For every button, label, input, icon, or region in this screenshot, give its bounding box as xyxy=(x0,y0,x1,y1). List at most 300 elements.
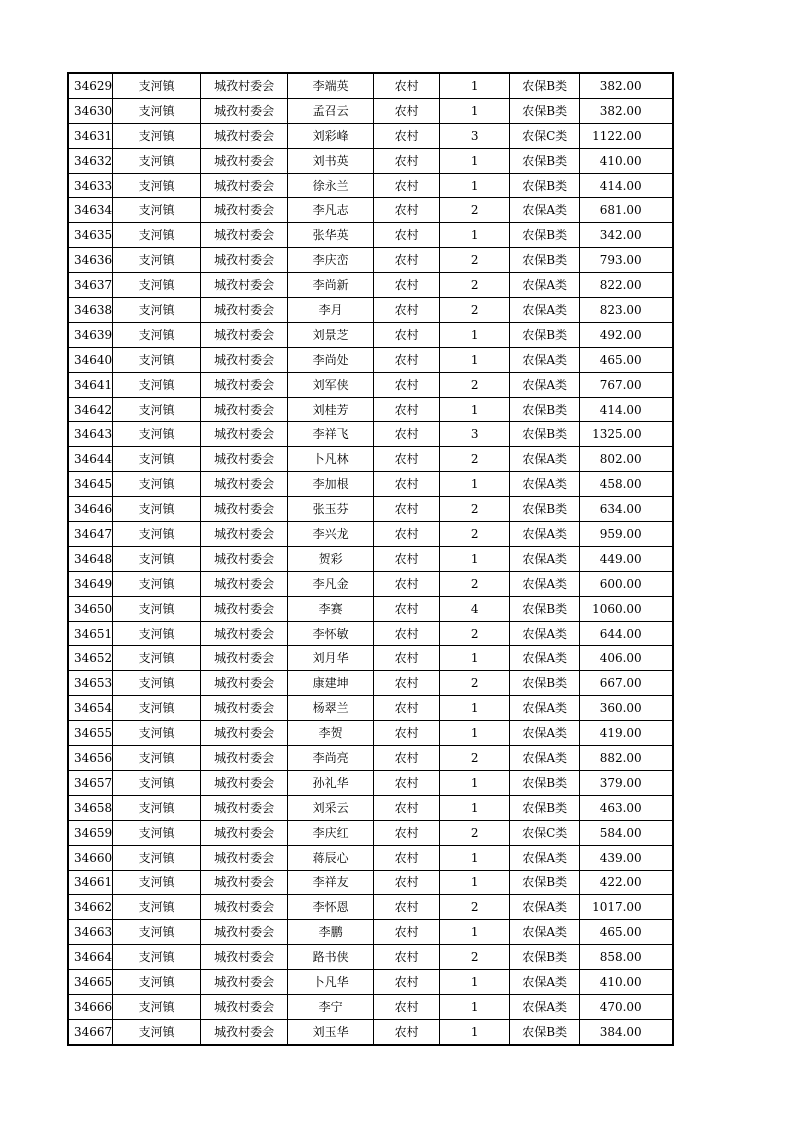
table-row xyxy=(68,422,673,447)
person-name-cell: 李尚新 xyxy=(288,273,374,298)
record-id-cell: 34634 xyxy=(68,198,113,223)
area-type-cell: 农村 xyxy=(374,895,440,920)
insurance-class-cell: 农保A类 xyxy=(510,472,580,497)
person-name-cell: 李宁 xyxy=(288,994,374,1019)
insurance-class-cell: 农保C类 xyxy=(510,820,580,845)
table-row xyxy=(68,671,673,696)
record-id-cell: 34642 xyxy=(68,397,113,422)
table-row xyxy=(68,621,673,646)
area-type-cell: 农村 xyxy=(374,148,440,173)
village-committee-cell: 城孜村委会 xyxy=(201,273,288,298)
record-id-cell: 34661 xyxy=(68,870,113,895)
record-id-cell: 34638 xyxy=(68,298,113,323)
village-committee-cell: 城孜村委会 xyxy=(201,148,288,173)
record-id-cell: 34629 xyxy=(68,73,113,98)
amount-cell: 382.00 xyxy=(580,73,673,98)
insurance-class-cell: 农保B类 xyxy=(510,73,580,98)
village-committee-cell: 城孜村委会 xyxy=(201,845,288,870)
amount-cell: 822.00 xyxy=(580,273,673,298)
amount-cell: 458.00 xyxy=(580,472,673,497)
town-cell: 支河镇 xyxy=(113,945,201,970)
town-cell: 支河镇 xyxy=(113,298,201,323)
town-cell: 支河镇 xyxy=(113,696,201,721)
area-type-cell: 农村 xyxy=(374,422,440,447)
table-row xyxy=(68,73,673,98)
town-cell: 支河镇 xyxy=(113,621,201,646)
table-row xyxy=(68,522,673,547)
insurance-class-cell: 农保A类 xyxy=(510,920,580,945)
village-committee-cell: 城孜村委会 xyxy=(201,994,288,1019)
area-type-cell: 农村 xyxy=(374,198,440,223)
record-id-cell: 34641 xyxy=(68,372,113,397)
person-name-cell: 刘月华 xyxy=(288,646,374,671)
table-row xyxy=(68,1019,673,1044)
amount-cell: 600.00 xyxy=(580,571,673,596)
household-count-cell: 2 xyxy=(440,447,510,472)
town-cell: 支河镇 xyxy=(113,173,201,198)
town-cell: 支河镇 xyxy=(113,98,201,123)
person-name-cell: 刘玉华 xyxy=(288,1019,374,1044)
village-committee-cell: 城孜村委会 xyxy=(201,223,288,248)
amount-cell: 667.00 xyxy=(580,671,673,696)
town-cell: 支河镇 xyxy=(113,845,201,870)
amount-cell: 419.00 xyxy=(580,721,673,746)
household-count-cell: 3 xyxy=(440,422,510,447)
insurance-class-cell: 农保B类 xyxy=(510,596,580,621)
village-committee-cell: 城孜村委会 xyxy=(201,870,288,895)
household-count-cell: 1 xyxy=(440,1019,510,1044)
household-count-cell: 1 xyxy=(440,173,510,198)
amount-cell: 470.00 xyxy=(580,994,673,1019)
record-id-cell: 34637 xyxy=(68,273,113,298)
amount-cell: 449.00 xyxy=(580,546,673,571)
household-count-cell: 1 xyxy=(440,397,510,422)
area-type-cell: 农村 xyxy=(374,820,440,845)
amount-cell: 584.00 xyxy=(580,820,673,845)
town-cell: 支河镇 xyxy=(113,820,201,845)
amount-cell: 342.00 xyxy=(580,223,673,248)
town-cell: 支河镇 xyxy=(113,770,201,795)
household-count-cell: 2 xyxy=(440,671,510,696)
amount-cell: 1122.00 xyxy=(580,123,673,148)
insurance-class-cell: 农保B类 xyxy=(510,671,580,696)
town-cell: 支河镇 xyxy=(113,571,201,596)
amount-cell: 823.00 xyxy=(580,298,673,323)
village-committee-cell: 城孜村委会 xyxy=(201,73,288,98)
insurance-class-cell: 农保A类 xyxy=(510,895,580,920)
table-row xyxy=(68,770,673,795)
table-row xyxy=(68,273,673,298)
village-committee-cell: 城孜村委会 xyxy=(201,895,288,920)
person-name-cell: 李加根 xyxy=(288,472,374,497)
table-row xyxy=(68,820,673,845)
insurance-class-cell: 农保A类 xyxy=(510,970,580,995)
village-committee-cell: 城孜村委会 xyxy=(201,571,288,596)
record-id-cell: 34640 xyxy=(68,347,113,372)
household-count-cell: 2 xyxy=(440,273,510,298)
record-id-cell: 34644 xyxy=(68,447,113,472)
area-type-cell: 农村 xyxy=(374,621,440,646)
amount-cell: 384.00 xyxy=(580,1019,673,1044)
area-type-cell: 农村 xyxy=(374,322,440,347)
insurance-class-cell: 农保B类 xyxy=(510,322,580,347)
table-row xyxy=(68,472,673,497)
record-id-cell: 34660 xyxy=(68,845,113,870)
amount-cell: 858.00 xyxy=(580,945,673,970)
person-name-cell: 杨翠兰 xyxy=(288,696,374,721)
household-count-cell: 1 xyxy=(440,546,510,571)
table-row xyxy=(68,870,673,895)
household-count-cell: 2 xyxy=(440,621,510,646)
table-row xyxy=(68,322,673,347)
person-name-cell: 康建坤 xyxy=(288,671,374,696)
person-name-cell: 张华英 xyxy=(288,223,374,248)
table-body xyxy=(68,73,673,1045)
area-type-cell: 农村 xyxy=(374,173,440,198)
table-row xyxy=(68,98,673,123)
area-type-cell: 农村 xyxy=(374,546,440,571)
household-count-cell: 1 xyxy=(440,970,510,995)
amount-cell: 793.00 xyxy=(580,248,673,273)
amount-cell: 681.00 xyxy=(580,198,673,223)
amount-cell: 1325.00 xyxy=(580,422,673,447)
amount-cell: 422.00 xyxy=(580,870,673,895)
insurance-class-cell: 农保B类 xyxy=(510,422,580,447)
town-cell: 支河镇 xyxy=(113,372,201,397)
person-name-cell: 李怀恩 xyxy=(288,895,374,920)
amount-cell: 382.00 xyxy=(580,98,673,123)
town-cell: 支河镇 xyxy=(113,596,201,621)
person-name-cell: 刘景芝 xyxy=(288,322,374,347)
record-id-cell: 34664 xyxy=(68,945,113,970)
table-row xyxy=(68,845,673,870)
household-count-cell: 3 xyxy=(440,123,510,148)
village-committee-cell: 城孜村委会 xyxy=(201,298,288,323)
person-name-cell: 李祥飞 xyxy=(288,422,374,447)
table-row xyxy=(68,746,673,771)
area-type-cell: 农村 xyxy=(374,273,440,298)
amount-cell: 882.00 xyxy=(580,746,673,771)
record-id-cell: 34653 xyxy=(68,671,113,696)
record-id-cell: 34666 xyxy=(68,994,113,1019)
village-committee-cell: 城孜村委会 xyxy=(201,596,288,621)
amount-cell: 465.00 xyxy=(580,920,673,945)
record-id-cell: 34667 xyxy=(68,1019,113,1044)
insurance-class-cell: 农保B类 xyxy=(510,795,580,820)
table-row xyxy=(68,945,673,970)
town-cell: 支河镇 xyxy=(113,994,201,1019)
village-committee-cell: 城孜村委会 xyxy=(201,671,288,696)
table-row xyxy=(68,372,673,397)
insurance-class-cell: 农保B类 xyxy=(510,248,580,273)
person-name-cell: 刘桂芳 xyxy=(288,397,374,422)
village-committee-cell: 城孜村委会 xyxy=(201,497,288,522)
record-id-cell: 34654 xyxy=(68,696,113,721)
town-cell: 支河镇 xyxy=(113,347,201,372)
village-committee-cell: 城孜村委会 xyxy=(201,173,288,198)
amount-cell: 634.00 xyxy=(580,497,673,522)
insurance-class-cell: 农保A类 xyxy=(510,546,580,571)
household-count-cell: 1 xyxy=(440,795,510,820)
area-type-cell: 农村 xyxy=(374,970,440,995)
amount-cell: 492.00 xyxy=(580,322,673,347)
table-row xyxy=(68,347,673,372)
person-name-cell: 李端英 xyxy=(288,73,374,98)
village-committee-cell: 城孜村委会 xyxy=(201,970,288,995)
insurance-class-cell: 农保A类 xyxy=(510,621,580,646)
insurance-class-cell: 农保A类 xyxy=(510,571,580,596)
town-cell: 支河镇 xyxy=(113,920,201,945)
village-committee-cell: 城孜村委会 xyxy=(201,397,288,422)
record-id-cell: 34662 xyxy=(68,895,113,920)
table-row xyxy=(68,198,673,223)
record-id-cell: 34652 xyxy=(68,646,113,671)
insurance-class-cell: 农保B类 xyxy=(510,770,580,795)
household-count-cell: 1 xyxy=(440,721,510,746)
amount-cell: 414.00 xyxy=(580,173,673,198)
household-count-cell: 2 xyxy=(440,497,510,522)
person-name-cell: 李尚处 xyxy=(288,347,374,372)
area-type-cell: 农村 xyxy=(374,248,440,273)
village-committee-cell: 城孜村委会 xyxy=(201,372,288,397)
insurance-class-cell: 农保A类 xyxy=(510,696,580,721)
person-name-cell: 李兴龙 xyxy=(288,522,374,547)
table-row xyxy=(68,497,673,522)
area-type-cell: 农村 xyxy=(374,845,440,870)
household-count-cell: 2 xyxy=(440,746,510,771)
village-committee-cell: 城孜村委会 xyxy=(201,123,288,148)
household-count-cell: 2 xyxy=(440,945,510,970)
household-count-cell: 1 xyxy=(440,73,510,98)
village-committee-cell: 城孜村委会 xyxy=(201,422,288,447)
household-count-cell: 1 xyxy=(440,148,510,173)
amount-cell: 439.00 xyxy=(580,845,673,870)
record-id-cell: 34658 xyxy=(68,795,113,820)
insurance-class-cell: 农保A类 xyxy=(510,347,580,372)
village-committee-cell: 城孜村委会 xyxy=(201,522,288,547)
town-cell: 支河镇 xyxy=(113,646,201,671)
area-type-cell: 农村 xyxy=(374,920,440,945)
insurance-class-cell: 农保B类 xyxy=(510,497,580,522)
person-name-cell: 刘书英 xyxy=(288,148,374,173)
record-id-cell: 34651 xyxy=(68,621,113,646)
person-name-cell: 孟召云 xyxy=(288,98,374,123)
insurance-class-cell: 农保C类 xyxy=(510,123,580,148)
table-row xyxy=(68,123,673,148)
person-name-cell: 卜凡林 xyxy=(288,447,374,472)
household-count-cell: 1 xyxy=(440,347,510,372)
town-cell: 支河镇 xyxy=(113,795,201,820)
record-id-cell: 34655 xyxy=(68,721,113,746)
household-count-cell: 2 xyxy=(440,248,510,273)
person-name-cell: 李月 xyxy=(288,298,374,323)
insurance-class-cell: 农保B类 xyxy=(510,397,580,422)
area-type-cell: 农村 xyxy=(374,671,440,696)
area-type-cell: 农村 xyxy=(374,770,440,795)
area-type-cell: 农村 xyxy=(374,571,440,596)
town-cell: 支河镇 xyxy=(113,148,201,173)
village-committee-cell: 城孜村委会 xyxy=(201,347,288,372)
household-count-cell: 2 xyxy=(440,571,510,596)
village-committee-cell: 城孜村委会 xyxy=(201,920,288,945)
insurance-class-cell: 农保A类 xyxy=(510,845,580,870)
person-name-cell: 李凡志 xyxy=(288,198,374,223)
amount-cell: 360.00 xyxy=(580,696,673,721)
town-cell: 支河镇 xyxy=(113,746,201,771)
town-cell: 支河镇 xyxy=(113,546,201,571)
table-row xyxy=(68,646,673,671)
household-count-cell: 1 xyxy=(440,696,510,721)
table-row xyxy=(68,721,673,746)
amount-cell: 1060.00 xyxy=(580,596,673,621)
records-table xyxy=(67,72,674,1046)
person-name-cell: 李祥友 xyxy=(288,870,374,895)
record-id-cell: 34647 xyxy=(68,522,113,547)
record-id-cell: 34633 xyxy=(68,173,113,198)
amount-cell: 406.00 xyxy=(580,646,673,671)
table-row xyxy=(68,447,673,472)
town-cell: 支河镇 xyxy=(113,422,201,447)
town-cell: 支河镇 xyxy=(113,671,201,696)
town-cell: 支河镇 xyxy=(113,1019,201,1044)
area-type-cell: 农村 xyxy=(374,98,440,123)
town-cell: 支河镇 xyxy=(113,447,201,472)
record-id-cell: 34645 xyxy=(68,472,113,497)
area-type-cell: 农村 xyxy=(374,522,440,547)
amount-cell: 959.00 xyxy=(580,522,673,547)
area-type-cell: 农村 xyxy=(374,123,440,148)
village-committee-cell: 城孜村委会 xyxy=(201,795,288,820)
record-id-cell: 34649 xyxy=(68,571,113,596)
village-committee-cell: 城孜村委会 xyxy=(201,770,288,795)
area-type-cell: 农村 xyxy=(374,298,440,323)
record-id-cell: 34656 xyxy=(68,746,113,771)
town-cell: 支河镇 xyxy=(113,472,201,497)
insurance-class-cell: 农保A类 xyxy=(510,198,580,223)
insurance-class-cell: 农保A类 xyxy=(510,372,580,397)
town-cell: 支河镇 xyxy=(113,248,201,273)
person-name-cell: 贺彩 xyxy=(288,546,374,571)
insurance-class-cell: 农保B类 xyxy=(510,945,580,970)
area-type-cell: 农村 xyxy=(374,223,440,248)
area-type-cell: 农村 xyxy=(374,646,440,671)
area-type-cell: 农村 xyxy=(374,795,440,820)
village-committee-cell: 城孜村委会 xyxy=(201,696,288,721)
table-row xyxy=(68,795,673,820)
amount-cell: 410.00 xyxy=(580,148,673,173)
amount-cell: 644.00 xyxy=(580,621,673,646)
household-count-cell: 1 xyxy=(440,994,510,1019)
area-type-cell: 农村 xyxy=(374,73,440,98)
household-count-cell: 1 xyxy=(440,98,510,123)
household-count-cell: 1 xyxy=(440,845,510,870)
village-committee-cell: 城孜村委会 xyxy=(201,472,288,497)
village-committee-cell: 城孜村委会 xyxy=(201,945,288,970)
insurance-class-cell: 农保B类 xyxy=(510,148,580,173)
household-count-cell: 2 xyxy=(440,298,510,323)
amount-cell: 465.00 xyxy=(580,347,673,372)
insurance-class-cell: 农保A类 xyxy=(510,298,580,323)
person-name-cell: 张玉芬 xyxy=(288,497,374,522)
table-row xyxy=(68,298,673,323)
town-cell: 支河镇 xyxy=(113,522,201,547)
village-committee-cell: 城孜村委会 xyxy=(201,621,288,646)
area-type-cell: 农村 xyxy=(374,372,440,397)
insurance-class-cell: 农保B类 xyxy=(510,223,580,248)
insurance-class-cell: 农保B类 xyxy=(510,173,580,198)
area-type-cell: 农村 xyxy=(374,696,440,721)
person-name-cell: 李赛 xyxy=(288,596,374,621)
amount-cell: 767.00 xyxy=(580,372,673,397)
person-name-cell: 卜凡华 xyxy=(288,970,374,995)
person-name-cell: 李鹏 xyxy=(288,920,374,945)
household-count-cell: 1 xyxy=(440,322,510,347)
area-type-cell: 农村 xyxy=(374,497,440,522)
amount-cell: 1017.00 xyxy=(580,895,673,920)
record-id-cell: 34663 xyxy=(68,920,113,945)
insurance-class-cell: 农保B类 xyxy=(510,870,580,895)
town-cell: 支河镇 xyxy=(113,322,201,347)
household-count-cell: 2 xyxy=(440,372,510,397)
village-committee-cell: 城孜村委会 xyxy=(201,1019,288,1044)
record-id-cell: 34648 xyxy=(68,546,113,571)
village-committee-cell: 城孜村委会 xyxy=(201,820,288,845)
table-row xyxy=(68,248,673,273)
household-count-cell: 1 xyxy=(440,870,510,895)
table-row xyxy=(68,546,673,571)
household-count-cell: 2 xyxy=(440,198,510,223)
village-committee-cell: 城孜村委会 xyxy=(201,98,288,123)
town-cell: 支河镇 xyxy=(113,223,201,248)
area-type-cell: 农村 xyxy=(374,994,440,1019)
table-row xyxy=(68,173,673,198)
person-name-cell: 李尚亮 xyxy=(288,746,374,771)
village-committee-cell: 城孜村委会 xyxy=(201,248,288,273)
person-name-cell: 孙礼华 xyxy=(288,770,374,795)
record-id-cell: 34643 xyxy=(68,422,113,447)
town-cell: 支河镇 xyxy=(113,73,201,98)
person-name-cell: 刘彩峰 xyxy=(288,123,374,148)
insurance-class-cell: 农保A类 xyxy=(510,721,580,746)
person-name-cell: 蒋辰心 xyxy=(288,845,374,870)
amount-cell: 463.00 xyxy=(580,795,673,820)
table-row xyxy=(68,920,673,945)
area-type-cell: 农村 xyxy=(374,472,440,497)
village-committee-cell: 城孜村委会 xyxy=(201,646,288,671)
insurance-class-cell: 农保B类 xyxy=(510,98,580,123)
table-row xyxy=(68,994,673,1019)
record-id-cell: 34636 xyxy=(68,248,113,273)
area-type-cell: 农村 xyxy=(374,1019,440,1044)
area-type-cell: 农村 xyxy=(374,447,440,472)
area-type-cell: 农村 xyxy=(374,721,440,746)
amount-cell: 379.00 xyxy=(580,770,673,795)
town-cell: 支河镇 xyxy=(113,895,201,920)
person-name-cell: 李凡金 xyxy=(288,571,374,596)
record-id-cell: 34631 xyxy=(68,123,113,148)
village-committee-cell: 城孜村委会 xyxy=(201,198,288,223)
area-type-cell: 农村 xyxy=(374,870,440,895)
table-row xyxy=(68,895,673,920)
table-row xyxy=(68,970,673,995)
household-count-cell: 1 xyxy=(440,646,510,671)
table-row xyxy=(68,223,673,248)
record-id-cell: 34630 xyxy=(68,98,113,123)
household-count-cell: 1 xyxy=(440,223,510,248)
town-cell: 支河镇 xyxy=(113,970,201,995)
record-id-cell: 34632 xyxy=(68,148,113,173)
record-id-cell: 34635 xyxy=(68,223,113,248)
